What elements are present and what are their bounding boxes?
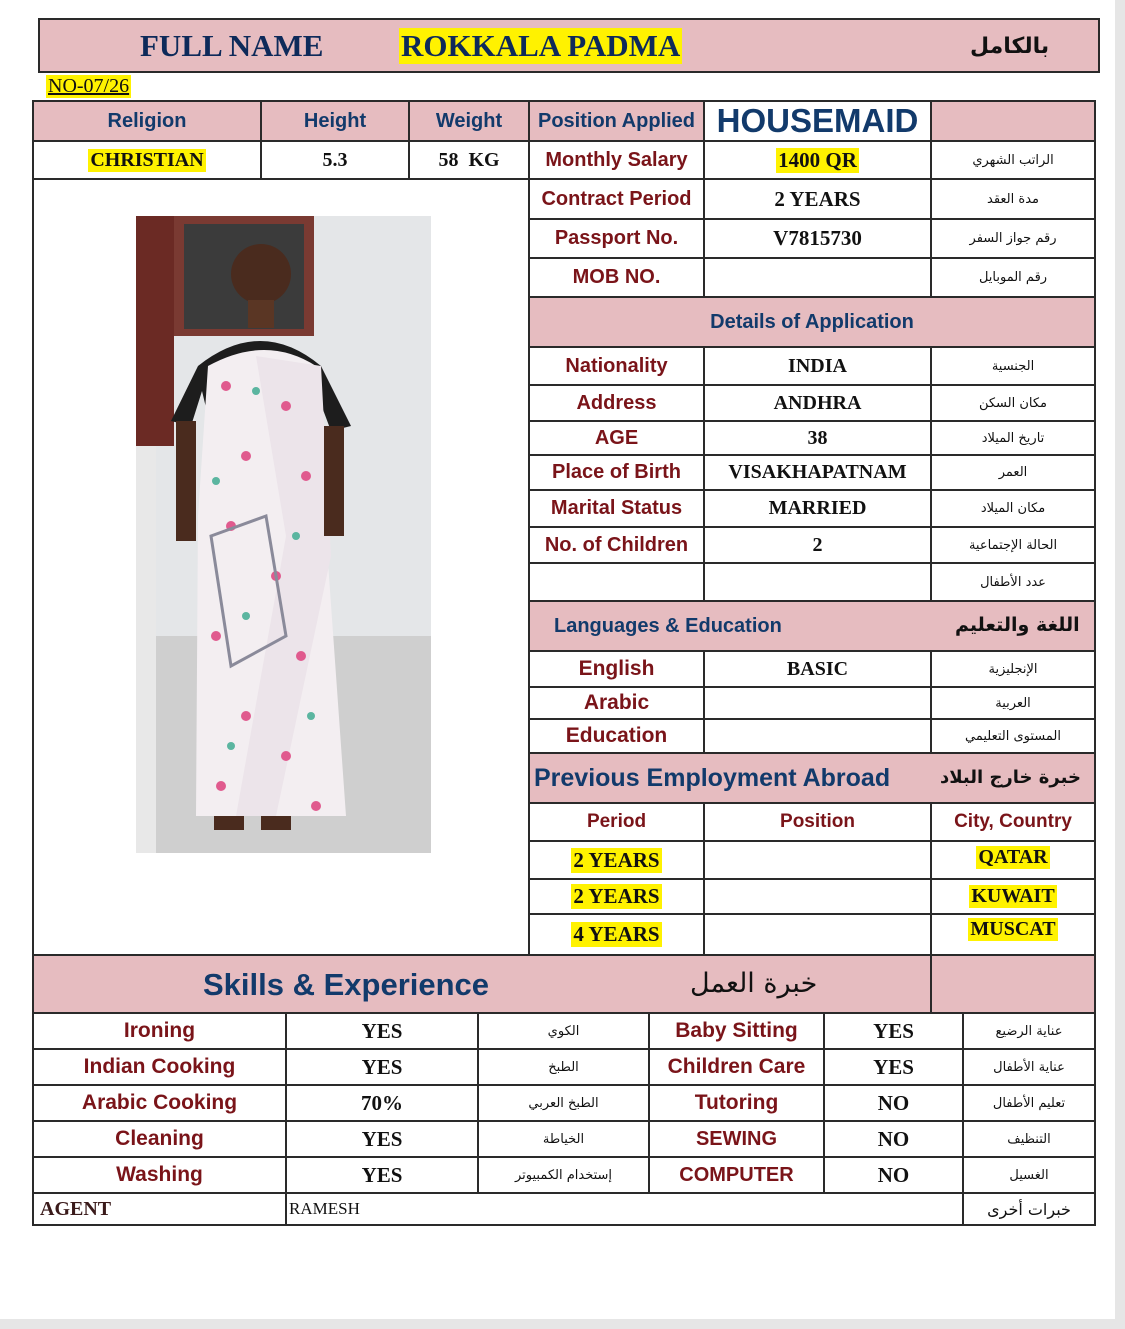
- employment-row-2-location-cell: [930, 878, 1096, 915]
- reference-number: NO-07/26: [48, 75, 130, 97]
- employment-row-1-location: QATAR: [978, 846, 1048, 868]
- skill-cleaning-value: YES: [285, 1120, 479, 1158]
- employment-row-1-period: 2 YEARS: [573, 847, 660, 872]
- skill-arabic-cooking-value: 70%: [285, 1084, 479, 1122]
- employment-row-3-period-cell: [528, 913, 705, 956]
- age-label: AGE: [528, 420, 705, 456]
- skill-ironing-value: YES: [285, 1012, 479, 1050]
- skill-washing-label: Washing: [32, 1156, 287, 1194]
- employment-row-1-location-cell: [930, 840, 1096, 880]
- employment-row-1-period-cell: [528, 840, 705, 880]
- languages-title-arabic: اللغة والتعليم: [955, 614, 1080, 636]
- religion-header: Religion: [32, 100, 262, 142]
- blank-detail-arabic: عدد الأطفال: [930, 562, 1096, 602]
- monthly-salary-label: Monthly Salary: [528, 140, 705, 180]
- nationality-arabic: الجنسية: [930, 346, 1096, 386]
- english-value: BASIC: [703, 650, 932, 688]
- other-experience-arabic: خبرات أخرى: [962, 1192, 1096, 1226]
- contract-period-value: 2 YEARS: [703, 178, 932, 220]
- skill-washing-value: YES: [285, 1156, 479, 1194]
- full-name-arabic: بالكامل: [970, 34, 1050, 59]
- employment-row-2-period-cell: [528, 878, 705, 915]
- skills-title-arabic: خبرة العمل: [690, 968, 818, 999]
- employment-title-arabic: خبرة خارج البلاد: [940, 767, 1081, 788]
- arabic-arabic: العربية: [930, 686, 1096, 720]
- height-header: Height: [260, 100, 410, 142]
- skill-sewing-label: SEWING: [648, 1120, 825, 1158]
- languages-title: Languages & Education: [554, 615, 782, 637]
- employment-row-2-period: 2 YEARS: [573, 884, 660, 908]
- employment-row-3-location-cell: [930, 913, 1096, 956]
- agent-label: AGENT: [32, 1192, 287, 1226]
- skill-tutoring-value: NO: [823, 1084, 964, 1122]
- arabic-label: Arabic: [528, 686, 705, 720]
- position-header: Position: [703, 802, 932, 842]
- place-of-birth-arabic: العمر: [930, 454, 1096, 491]
- position-applied-arabic-cell: [930, 100, 1096, 142]
- full-name-label: FULL NAME: [140, 28, 324, 63]
- religion-value-cell: [32, 140, 262, 180]
- marital-status-label: Marital Status: [528, 489, 705, 528]
- arabic-value: [703, 686, 932, 720]
- passport-value: V7815730: [703, 218, 932, 259]
- education-value: [703, 718, 932, 754]
- english-arabic: الإنجليزية: [930, 650, 1096, 688]
- education-arabic: المستوى التعليمي: [930, 718, 1096, 754]
- skill-indian-cooking-arabic: الطبخ: [477, 1048, 650, 1086]
- employment-row-2-position: [703, 878, 932, 915]
- skill-sewing-value: NO: [823, 1120, 964, 1158]
- position-applied-label: Position Applied: [528, 100, 705, 142]
- children-value: 2: [703, 526, 932, 564]
- mobile-label: MOB NO.: [528, 257, 705, 298]
- applicant-photo: [136, 216, 431, 853]
- nationality-label: Nationality: [528, 346, 705, 386]
- skill-computer-label: COMPUTER: [648, 1156, 825, 1194]
- skill-arabic-cooking-label: Arabic Cooking: [32, 1084, 287, 1122]
- monthly-salary-arabic: الراتب الشهري: [930, 140, 1096, 180]
- skill-baby-sitting-value: YES: [823, 1012, 964, 1050]
- employment-row-2-location: KUWAIT: [971, 885, 1055, 907]
- place-of-birth-label: Place of Birth: [528, 454, 705, 491]
- weight-header: Weight: [408, 100, 530, 142]
- skill-washing-arabic: إستخدام الكمبيوتر: [477, 1156, 650, 1194]
- skills-title: Skills & Experience: [203, 967, 490, 1002]
- children-arabic: الحالة الإجتماعية: [930, 526, 1096, 564]
- age-arabic: تاريخ الميلاد: [930, 420, 1096, 456]
- address-value: ANDHRA: [703, 384, 932, 422]
- employment-row-1-position: [703, 840, 932, 880]
- employment-row-3-location: MUSCAT: [970, 918, 1056, 940]
- skill-baby-sitting-label: Baby Sitting: [648, 1012, 825, 1050]
- height-value: 5.3: [260, 140, 410, 180]
- marital-status-arabic: مكان الميلاد: [930, 489, 1096, 528]
- blank-detail-label: [528, 562, 705, 602]
- employment-row-3-period: 4 YEARS: [573, 922, 660, 946]
- employment-title: Previous Employment Abroad: [534, 764, 891, 792]
- skill-children-care-label: Children Care: [648, 1048, 825, 1086]
- skill-ironing-label: Ironing: [32, 1012, 287, 1050]
- skill-children-care-arabic: عناية الأطفال: [962, 1048, 1096, 1086]
- skill-cleaning-label: Cleaning: [32, 1120, 287, 1158]
- skill-indian-cooking-label: Indian Cooking: [32, 1048, 287, 1086]
- agent-name: RAMESH: [285, 1192, 964, 1226]
- mobile-arabic: رقم الموبايل: [930, 257, 1096, 298]
- position-applied-value: HOUSEMAID: [703, 100, 932, 142]
- skill-indian-cooking-value: YES: [285, 1048, 479, 1086]
- skill-tutoring-arabic: تعليم الأطفال: [962, 1084, 1096, 1122]
- weight-value: 58 KG: [408, 140, 530, 180]
- skill-baby-sitting-arabic: عناية الرضيع: [962, 1012, 1096, 1050]
- skill-computer-value: NO: [823, 1156, 964, 1194]
- monthly-salary-value: 1400 QR: [778, 147, 857, 172]
- location-header: City, Country: [930, 802, 1096, 842]
- monthly-salary-value-cell: [703, 140, 932, 180]
- full-name-value: ROKKALA PADMA: [401, 28, 681, 63]
- skill-children-care-value: YES: [823, 1048, 964, 1086]
- mobile-value: [703, 257, 932, 298]
- education-label: Education: [528, 718, 705, 754]
- period-header: Period: [528, 802, 705, 842]
- address-label: Address: [528, 384, 705, 422]
- skill-arabic-cooking-arabic: الطبخ العربي: [477, 1084, 650, 1122]
- english-label: English: [528, 650, 705, 688]
- skill-sewing-arabic: التنظيف: [962, 1120, 1096, 1158]
- passport-arabic: رقم جواز السفر: [930, 218, 1096, 259]
- children-label: No. of Children: [528, 526, 705, 564]
- passport-label: Passport No.: [528, 218, 705, 259]
- contract-period-label: Contract Period: [528, 178, 705, 220]
- age-value: 38: [703, 420, 932, 456]
- applicant-photo-illustration: [136, 216, 431, 853]
- details-title: Details of Application: [528, 296, 1096, 348]
- place-of-birth-value: VISAKHAPATNAM: [703, 454, 932, 491]
- employment-row-3-position: [703, 913, 932, 956]
- skill-tutoring-label: Tutoring: [648, 1084, 825, 1122]
- skills-banner-right-cell: [930, 954, 1096, 1014]
- skill-computer-arabic: الغسيل: [962, 1156, 1096, 1194]
- blank-detail-value: [703, 562, 932, 602]
- skill-cleaning-arabic: الخياطة: [477, 1120, 650, 1158]
- marital-status-value: MARRIED: [703, 489, 932, 528]
- contract-period-arabic: مدة العقد: [930, 178, 1096, 220]
- nationality-value: INDIA: [703, 346, 932, 386]
- skill-ironing-arabic: الكوي: [477, 1012, 650, 1050]
- religion-value: CHRISTIAN: [90, 148, 204, 171]
- address-arabic: مكان السكن: [930, 384, 1096, 422]
